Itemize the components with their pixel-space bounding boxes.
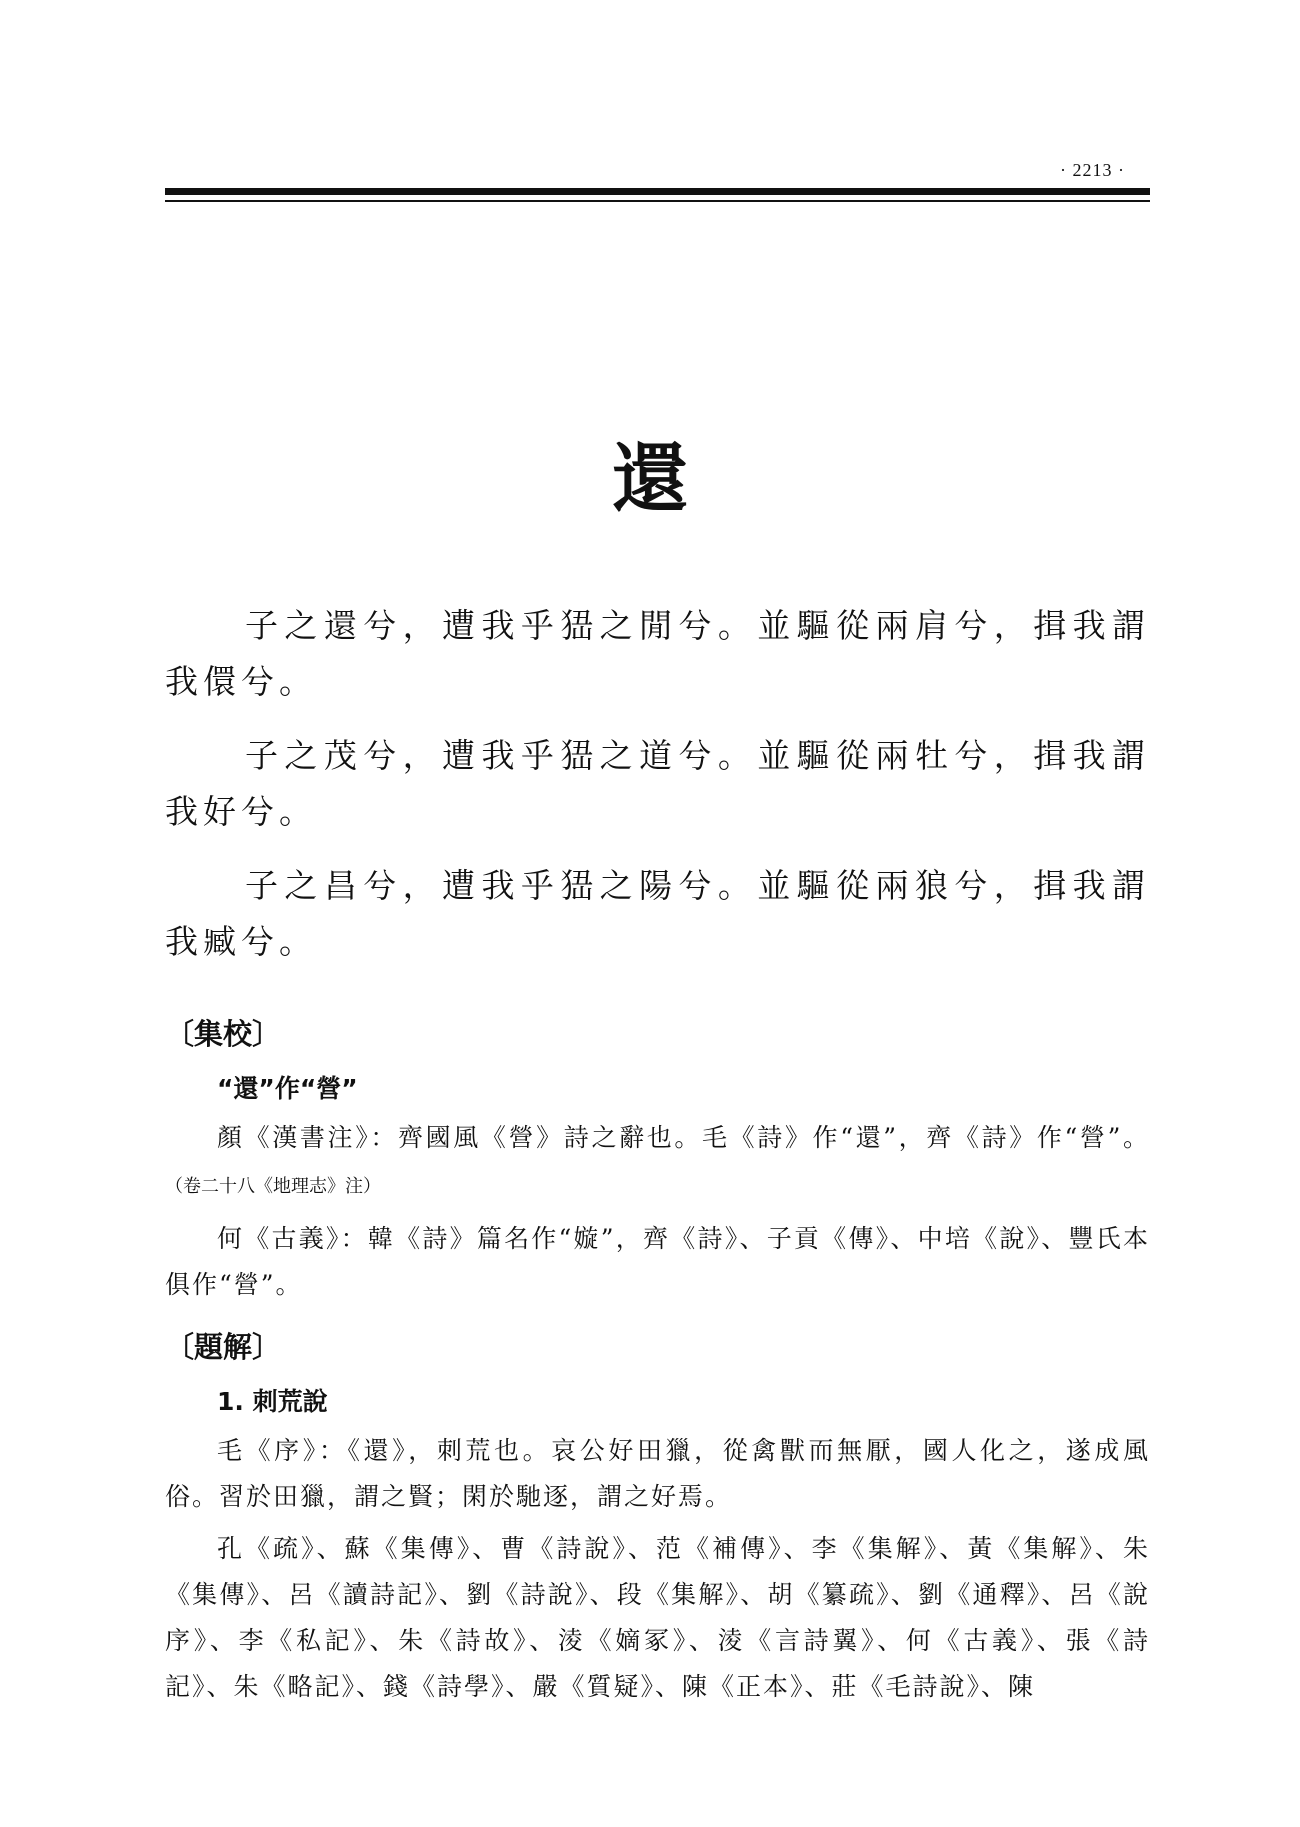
section-heading-jijiao: 〔集校〕 [165, 1017, 282, 1051]
page-number: · 2213 · [1060, 160, 1125, 180]
header-rule-thick [165, 188, 1150, 195]
section-tijie [165, 1325, 1150, 1716]
tijie-paragraph-1: 毛《序》：《還》，刺荒也。哀公好田獵，從禽獸而無厭，國人化之，遂成風俗。習於田獵，謂之賢；閑於馳逐，謂之好焉。 [165, 1436, 1150, 1511]
subheading-variant: “還”作“營” [217, 1074, 358, 1103]
section-jijiao [165, 1012, 1150, 1314]
jijiao-paragraph-2: 何《古義》：韓《詩》篇名作“嫙”，齊《詩》、子貢《傳》、中培《說》、豐氏本俱作“營”。 [165, 1224, 1150, 1299]
poem-title: 還 [612, 434, 688, 523]
poem-stanza-3: 子之昌兮，遭我乎峱之陽兮。並驅從兩狼兮，揖我謂我臧兮。 [165, 866, 1150, 961]
jijiao-paragraph-1-text: 顏《漢書注》：齊國風《營》詩之辭也。毛《詩》作“還”，齊《詩》作“營”。 [217, 1123, 1150, 1152]
header-rule-thin [165, 200, 1150, 202]
jijiao-paragraph-1 [165, 1115, 1150, 1210]
jijiao-paragraph-1-note: （卷二十八《地理志》注） [165, 1176, 381, 1197]
subheading-cihuang: 1. 刺荒說 [217, 1387, 328, 1416]
tijie-paragraph-2: 孔《疏》、蘇《集傳》、曹《詩說》、范《補傳》、李《集解》、黃《集解》、朱《集傳》、呂《讀詩記》、劉《詩說》、段《集解》、胡《纂疏》、劉《通釋》、呂《說序》、李《私記》、朱《詩故》、淩《嫡冢》、淩《言詩翼》、何《古義》、張《詩記》、朱《略記》、錢《詩學》、嚴《質疑》、陳《正本》、莊《毛詩說》、陳 [165, 1534, 1150, 1701]
poem-body [165, 598, 1150, 988]
poem-stanza-2: 子之茂兮，遭我乎峱之道兮。並驅從兩牡兮，揖我謂我好兮。 [165, 736, 1150, 831]
poem-stanza-1: 子之還兮，遭我乎峱之閒兮。並驅從兩肩兮，揖我謂我儇兮。 [165, 606, 1150, 701]
section-heading-tijie: 〔題解〕 [165, 1330, 282, 1364]
